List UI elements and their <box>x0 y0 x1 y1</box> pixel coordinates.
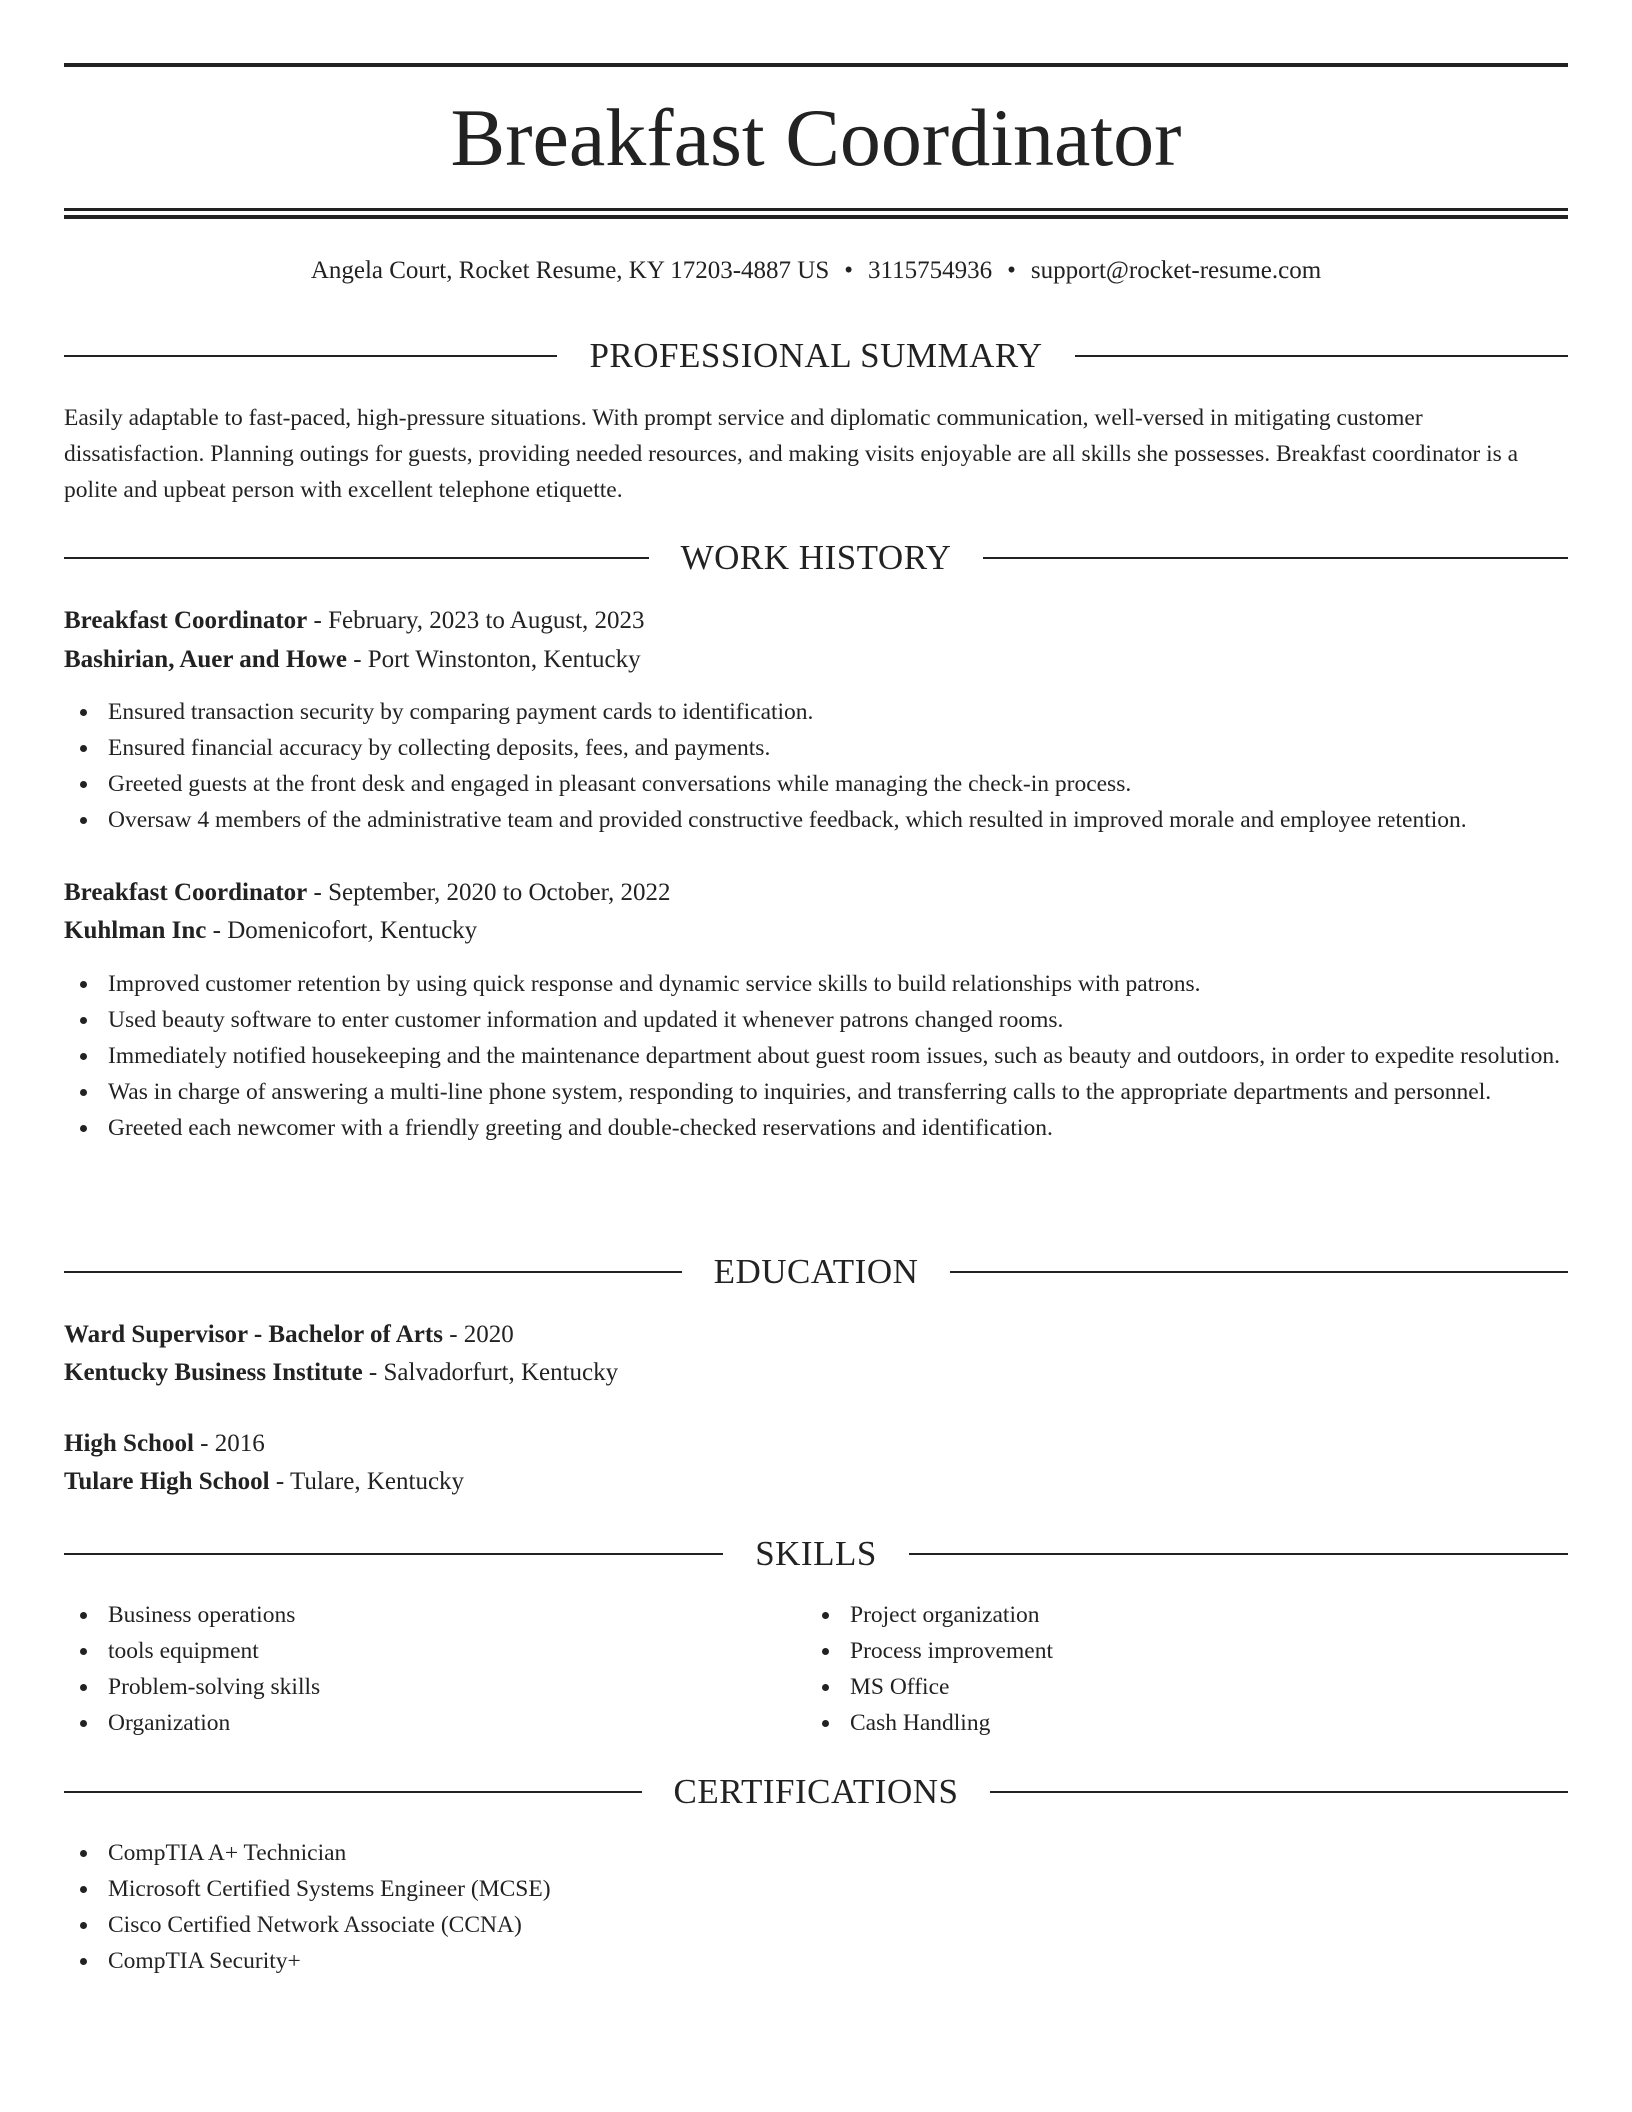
list-item: CompTIA A+ Technician <box>64 1835 1568 1871</box>
section-header-skills <box>64 1532 1568 1576</box>
section-rule-right <box>983 557 1568 559</box>
skills-list-right <box>806 1597 1632 1741</box>
job-dates: - February, 2023 to August, 2023 <box>307 607 645 634</box>
job-duties-list <box>64 694 1568 838</box>
list-item: Ensured financial accuracy by collecting deposits, fees, and payments. <box>64 730 1568 766</box>
job-dates: - September, 2020 to October, 2022 <box>307 879 671 906</box>
education-degree-line <box>64 1316 1568 1354</box>
education-location: - Salvadorfurt, Kentucky <box>362 1359 619 1386</box>
bullet-icon <box>80 1684 87 1691</box>
job-duties-list <box>64 966 1568 1146</box>
section-header-education <box>64 1250 1568 1294</box>
section-rule-right <box>1075 355 1568 357</box>
bullet-icon <box>822 1684 829 1691</box>
education-degree-line <box>64 1425 1568 1463</box>
job-location: - Domenicofort, Kentucky <box>206 917 478 944</box>
contact-email: support@rocket-resume.com <box>1030 257 1322 284</box>
education-year: - 2020 <box>442 1321 514 1348</box>
job-title-line <box>64 602 1568 640</box>
education-year: - 2016 <box>193 1430 265 1457</box>
section-title-work-history: WORK HISTORY <box>680 538 952 577</box>
list-item: tools equipment <box>64 1633 1568 1669</box>
contact-phone: 3115754936 <box>868 257 993 284</box>
job-title-line <box>64 874 1568 912</box>
list-item: Greeted guests at the front desk and engaged in pleasant conversations while managing the check-in process. <box>64 766 1568 802</box>
bullet-icon <box>80 1958 87 1965</box>
list-item: Process improvement <box>806 1633 1632 1669</box>
contact-separator: • <box>844 257 854 284</box>
list-item: Was in charge of answering a multi-line phone system, responding to inquiries, and transferring calls to the appropriate departments and personnel. <box>64 1074 1568 1110</box>
section-header-certifications <box>64 1770 1568 1814</box>
section-rule-right <box>950 1271 1568 1273</box>
contact-line <box>64 254 1568 288</box>
list-item: Immediately notified housekeeping and the maintenance department about guest room issues, such as beauty and outdoors, in order to expedite resolution. <box>64 1038 1568 1074</box>
list-item: Ensured transaction security by comparing payment cards to identification. <box>64 694 1568 730</box>
contact-separator: • <box>1007 257 1016 284</box>
bullet-icon <box>822 1720 829 1727</box>
section-rule-left <box>64 1553 723 1555</box>
section-title-education: EDUCATION <box>713 1252 919 1291</box>
bullet-icon <box>80 1720 87 1727</box>
job-company-line <box>64 641 1568 679</box>
bullet-icon <box>80 1922 87 1929</box>
education-degree: High School <box>64 1430 194 1457</box>
section-header-summary <box>64 334 1568 378</box>
list-item: Cisco Certified Network Associate (CCNA) <box>64 1907 1568 1943</box>
job-location: - Port Winstonton, Kentucky <box>346 646 641 673</box>
bullet-icon <box>80 1886 87 1893</box>
job-role: Breakfast Coordinator <box>64 607 308 634</box>
education-degree: Ward Supervisor - Bachelor of Arts <box>64 1321 443 1348</box>
list-item: Oversaw 4 members of the administrative team and provided constructive feedback, which resulted in improved morale and employee retention. <box>64 802 1568 838</box>
bullet-icon <box>822 1648 829 1655</box>
section-header-work-history <box>64 536 1568 580</box>
certifications-list <box>64 1835 1568 1979</box>
section-rule-right <box>990 1791 1568 1793</box>
list-item: Problem-solving skills <box>64 1669 1568 1705</box>
bullet-icon <box>80 781 87 788</box>
bullet-icon <box>80 817 87 824</box>
section-title-certifications: CERTIFICATIONS <box>673 1772 959 1811</box>
bullet-icon <box>80 1053 87 1060</box>
list-item: Greeted each newcomer with a friendly greeting and double-checked reservations and identification. <box>64 1110 1568 1146</box>
bullet-icon <box>80 745 87 752</box>
summary-text: Easily adaptable to fast-paced, high-pressure situations. With prompt service and diplomatic communication, well-versed in mitigating customer dissatisfaction. Planning outings for guests, providing needed resources, and making visits enjoyable are all skills she possesses. Breakfast coordinator is a polite and upbeat person with excellent telephone etiquette. <box>64 405 1519 503</box>
job-company-line <box>64 912 1568 950</box>
header-top-rule <box>64 63 1568 67</box>
list-item: Project organization <box>806 1597 1632 1633</box>
list-item: CompTIA Security+ <box>64 1943 1568 1979</box>
job-company: Bashirian, Auer and Howe <box>64 646 347 673</box>
education-school-line <box>64 1463 1568 1501</box>
list-item: Used beauty software to enter customer information and updated it whenever patrons changed rooms. <box>64 1002 1568 1038</box>
education-school: Tulare High School <box>64 1468 270 1495</box>
contact-address: Angela Court, Rocket Resume, KY 17203-4887 US <box>310 257 830 284</box>
list-item: Improved customer retention by using quick response and dynamic service skills to build relationships with patrons. <box>64 966 1568 1002</box>
education-location: - Tulare, Kentucky <box>269 1468 465 1495</box>
section-rule-left <box>64 557 649 559</box>
list-item: Organization <box>64 1705 1568 1741</box>
section-title-summary: PROFESSIONAL SUMMARY <box>589 336 1043 375</box>
job-role: Breakfast Coordinator <box>64 879 308 906</box>
bullet-icon <box>822 1612 829 1619</box>
bullet-icon <box>80 1612 87 1619</box>
section-rule-left <box>64 1271 682 1273</box>
bullet-icon <box>80 1850 87 1857</box>
section-rule-left <box>64 355 557 357</box>
education-school-line <box>64 1354 1568 1392</box>
list-item: Business operations <box>64 1597 1568 1633</box>
list-item: Microsoft Certified Systems Engineer (MCSE) <box>64 1871 1568 1907</box>
section-rule-left <box>64 1791 642 1793</box>
header-double-rule-lower <box>64 215 1568 219</box>
job-company: Kuhlman Inc <box>64 917 207 944</box>
bullet-icon <box>80 981 87 988</box>
bullet-icon <box>80 1017 87 1024</box>
resume-title: Breakfast Coordinator <box>450 92 1182 183</box>
section-title-skills: SKILLS <box>755 1534 877 1573</box>
list-item: MS Office <box>806 1669 1632 1705</box>
bullet-icon <box>80 1648 87 1655</box>
bullet-icon <box>80 1089 87 1096</box>
bullet-icon <box>80 1125 87 1132</box>
section-rule-right <box>909 1553 1568 1555</box>
list-item: Cash Handling <box>806 1705 1632 1741</box>
education-school: Kentucky Business Institute <box>64 1359 363 1386</box>
header-double-rule-upper <box>64 208 1568 211</box>
bullet-icon <box>80 709 87 716</box>
